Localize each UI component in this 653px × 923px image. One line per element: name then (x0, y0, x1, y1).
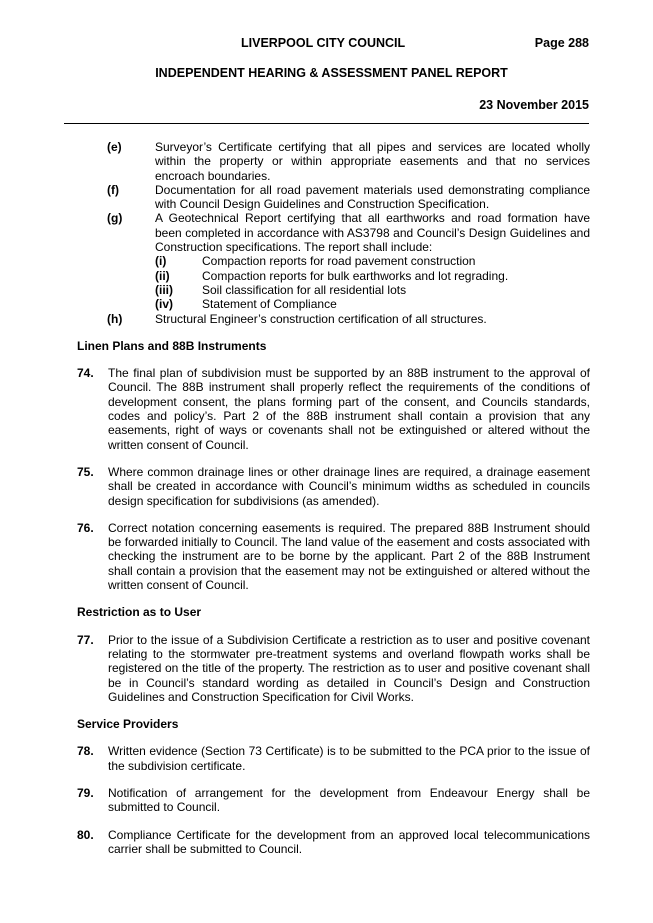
sub-list-marker: (iii) (155, 282, 173, 297)
condition-item (77, 744, 590, 773)
list-marker: (f) (107, 182, 119, 197)
list-item (77, 211, 590, 254)
sub-list-marker: (iv) (155, 297, 173, 312)
section-heading: Service Providers (77, 717, 179, 732)
condition-item (77, 786, 590, 815)
condition-number: 75. (77, 464, 94, 479)
council-name: LIVERPOOL CITY COUNCIL (241, 36, 406, 50)
condition-number: 78. (77, 744, 94, 759)
condition-text: Where common drainage lines or other drainage lines are required, a drainage easement shall be created in accordance with Council’s minimum widths as scheduled in councils design specification for subdivisions (as amended). (108, 464, 590, 508)
list-item-text: Documentation for all road pavement materials used demonstrating compliance with Council Design Guidelines and Construction Specification. (155, 182, 590, 212)
sub-list-item (155, 269, 590, 283)
list-item (77, 312, 590, 326)
sub-list-item-text: Statement of Compliance (202, 297, 337, 312)
condition-item (77, 465, 590, 508)
list-item (77, 183, 590, 212)
condition-number: 74. (77, 366, 94, 381)
condition-text: Correct notation concerning easements is required. The prepared 88B Instrument should be forwarded initially to Council. The land value of the easement and costs associated with checking the instrument are to be borne by the applicant. Part 2 of the 88B Instrument shall contain a provision that the easement may not be extinguished or altered without the written consent of Council. (108, 520, 590, 593)
condition-item (77, 828, 590, 857)
report-title: INDEPENDENT HEARING & ASSESSMENT PANEL REPORT (155, 66, 508, 80)
report-date: 23 November 2015 (479, 98, 589, 112)
list-item-text: Structural Engineer’s construction certification of all structures. (155, 311, 487, 326)
condition-text: The final plan of subdivision must be supported by an 88B instrument to the approval of Council. The 88B instrument shall properly reflect the requirements of the conditions of development consent, the plans forming part of the consent, and Councils standards, codes and policy’s. Part 2 of the 88B instrument shall contain a provision that any easements, right of ways or covenants shall not be extinguished or altered without the written consent of Council. (108, 366, 590, 452)
condition-text: Compliance Certificate for the development from an approved local telecommunications carrier shall be submitted to Council. (108, 827, 590, 856)
section-heading: Restriction as to User (77, 605, 202, 620)
sub-list-item-text: Compaction reports for bulk earthworks and lot regrading. (202, 268, 509, 283)
list-marker: (h) (107, 311, 123, 326)
condition-item (77, 633, 590, 704)
sub-list-item-text: Soil classification for all residential lots (202, 282, 407, 297)
sub-list-marker: (i) (155, 254, 167, 269)
section-heading: Linen Plans and 88B Instruments (77, 338, 267, 353)
condition-item (77, 366, 590, 452)
sub-list-item (155, 254, 590, 268)
document-body (77, 140, 590, 856)
header-divider (64, 123, 589, 124)
condition-number: 80. (77, 827, 94, 842)
list-marker: (e) (107, 140, 122, 154)
page-number: Page 288 (534, 36, 589, 50)
condition-number: 77. (77, 632, 94, 647)
condition-number: 76. (77, 520, 94, 535)
sub-list-item-text: Compaction reports for road pavement construction (202, 254, 476, 269)
condition-text: Notification of arrangement for the development from Endeavour Energy shall be submitted to Council. (108, 785, 590, 815)
list-item-text: A Geotechnical Report certifying that all earthworks and road formation have been completed in accordance with AS3798 and Council’s Design Guidelines and Construction specifications. The report shall include: (155, 211, 590, 255)
sub-list-marker: (ii) (155, 268, 170, 283)
list-marker: (g) (107, 211, 123, 226)
sub-list-item (155, 297, 590, 311)
condition-text: Written evidence (Section 73 Certificate) is to be submitted to the PCA prior to the issue of the subdivision certificate. (108, 744, 590, 773)
condition-text: Prior to the issue of a Subdivision Certificate a restriction as to user and positive covenant relating to the stormwater pre-treatment systems and overland flowpath works shall be registered on the title of the property. The restriction as to user and positive covenant shall be in Council’s standard wording as detailed in Council’s Design and Construction Guidelines and Construction Specification for Civil Works. (108, 632, 590, 704)
condition-item (77, 521, 590, 592)
sub-list-item (155, 283, 590, 297)
list-item (77, 140, 590, 183)
list-item-text: Surveyor’s Certificate certifying that all pipes and services are located wholly within the property or within appropriate easements and that no services encroach boundaries. (155, 140, 590, 183)
condition-number: 79. (77, 785, 94, 800)
